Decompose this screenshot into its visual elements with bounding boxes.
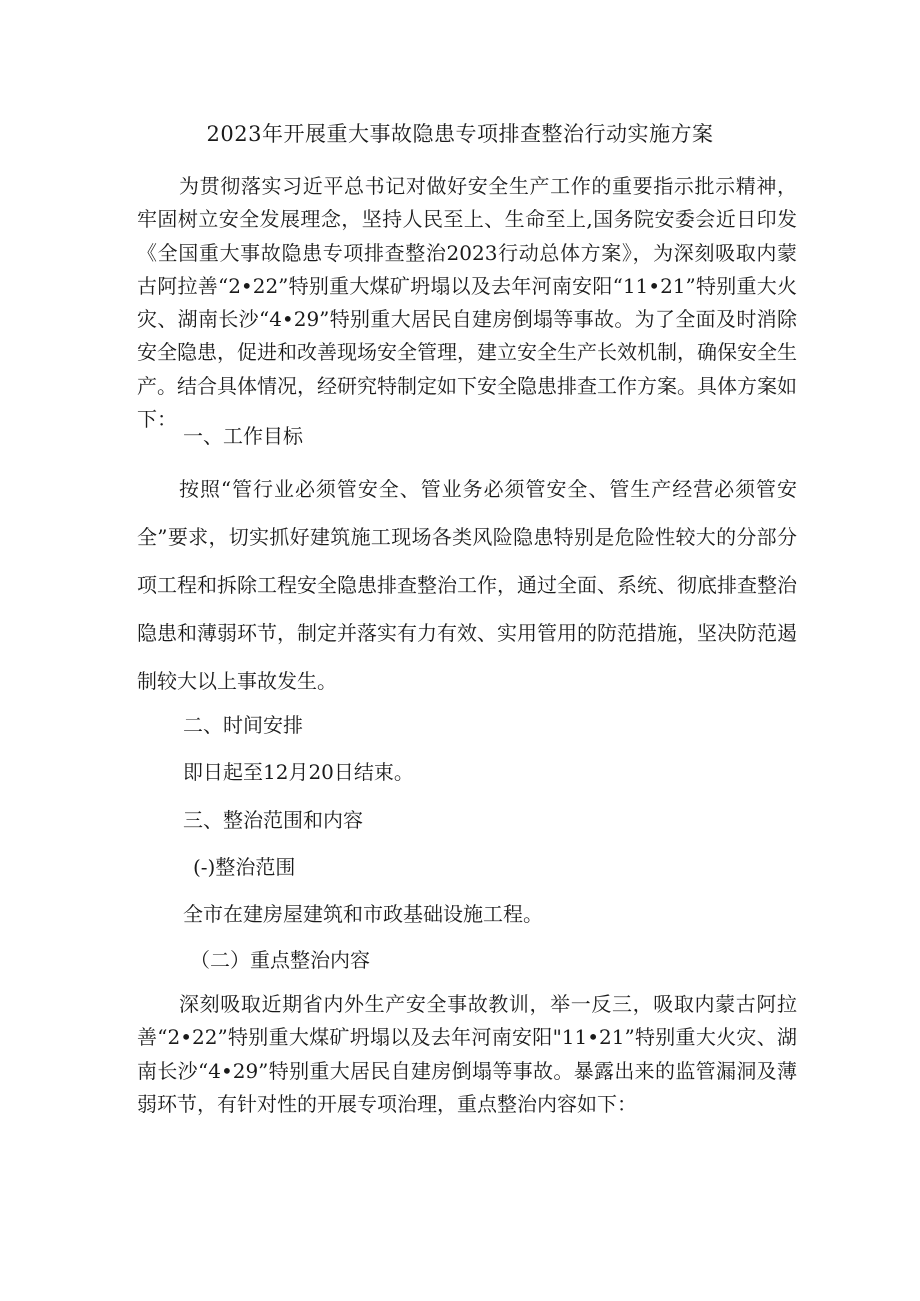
scope-paragraph: 全市在建房屋建筑和市政基础设施工程。 bbox=[183, 902, 543, 926]
subsection-heading-key-content: （二）重点整治内容 bbox=[190, 948, 370, 972]
key-content-paragraph: 深刻吸取近期省内外生产安全事故教训，举一反三，吸取内蒙古阿拉善“2•22”特别重大煤矿坍塌以及去年河南安阳"11•21”特别重大火灾、湖南长沙“4•29”特别重大居民自建房倒塌等事故。暴露出来的监管漏洞及薄弱环节，有针对性的开展专项治理，重点整治内容如下： bbox=[137, 992, 797, 1116]
section-heading-goals: 一、工作目标 bbox=[183, 424, 303, 448]
section-heading-scope: 三、整治范围和内容 bbox=[183, 808, 363, 832]
intro-paragraph: 为贯彻落实习近平总书记对做好安全生产工作的重要指示批示精神，牢固树立安全发展理念，坚持人民至上、生命至上,国务院安委会近日印发《全国重大事故隐患专项排查整治2023行动总体方案》，为深刻吸取内蒙古阿拉善“2•22”特别重大煤矿坍塌以及去年河南安阳“11•21”特别重大火灾、湖南长沙“4•29”特别重大居民自建房倒塌等事故。为了全面及时消除安全隐患，促进和改善现场安全管理，建立安全生产长效机制，确保安全生产。结合具体情况，经研究特制定如下安全隐患排查工作方案。具体方案如下： bbox=[137, 174, 797, 432]
document-title: 2023年开展重大事故隐患专项排查整治行动实施方案 bbox=[206, 122, 714, 146]
subsection-heading-scope: (-)整治范围 bbox=[193, 855, 296, 879]
goals-paragraph: 按照“管行业必须管安全、管业务必须管安全、管生产经营必须管安全”要求，切实抓好建筑施工现场各类风险隐患特别是危险性较大的分部分项工程和拆除工程安全隐患排查整治工作，通过全面、系统、彻底排查整治隐患和薄弱环节，制定并落实有力有效、实用管用的防范措施，坚决防范遏制较大以上事故发生。 bbox=[137, 477, 797, 693]
section-heading-schedule: 二、时间安排 bbox=[183, 713, 303, 737]
schedule-paragraph: 即日起至12月20日结束。 bbox=[183, 760, 414, 784]
